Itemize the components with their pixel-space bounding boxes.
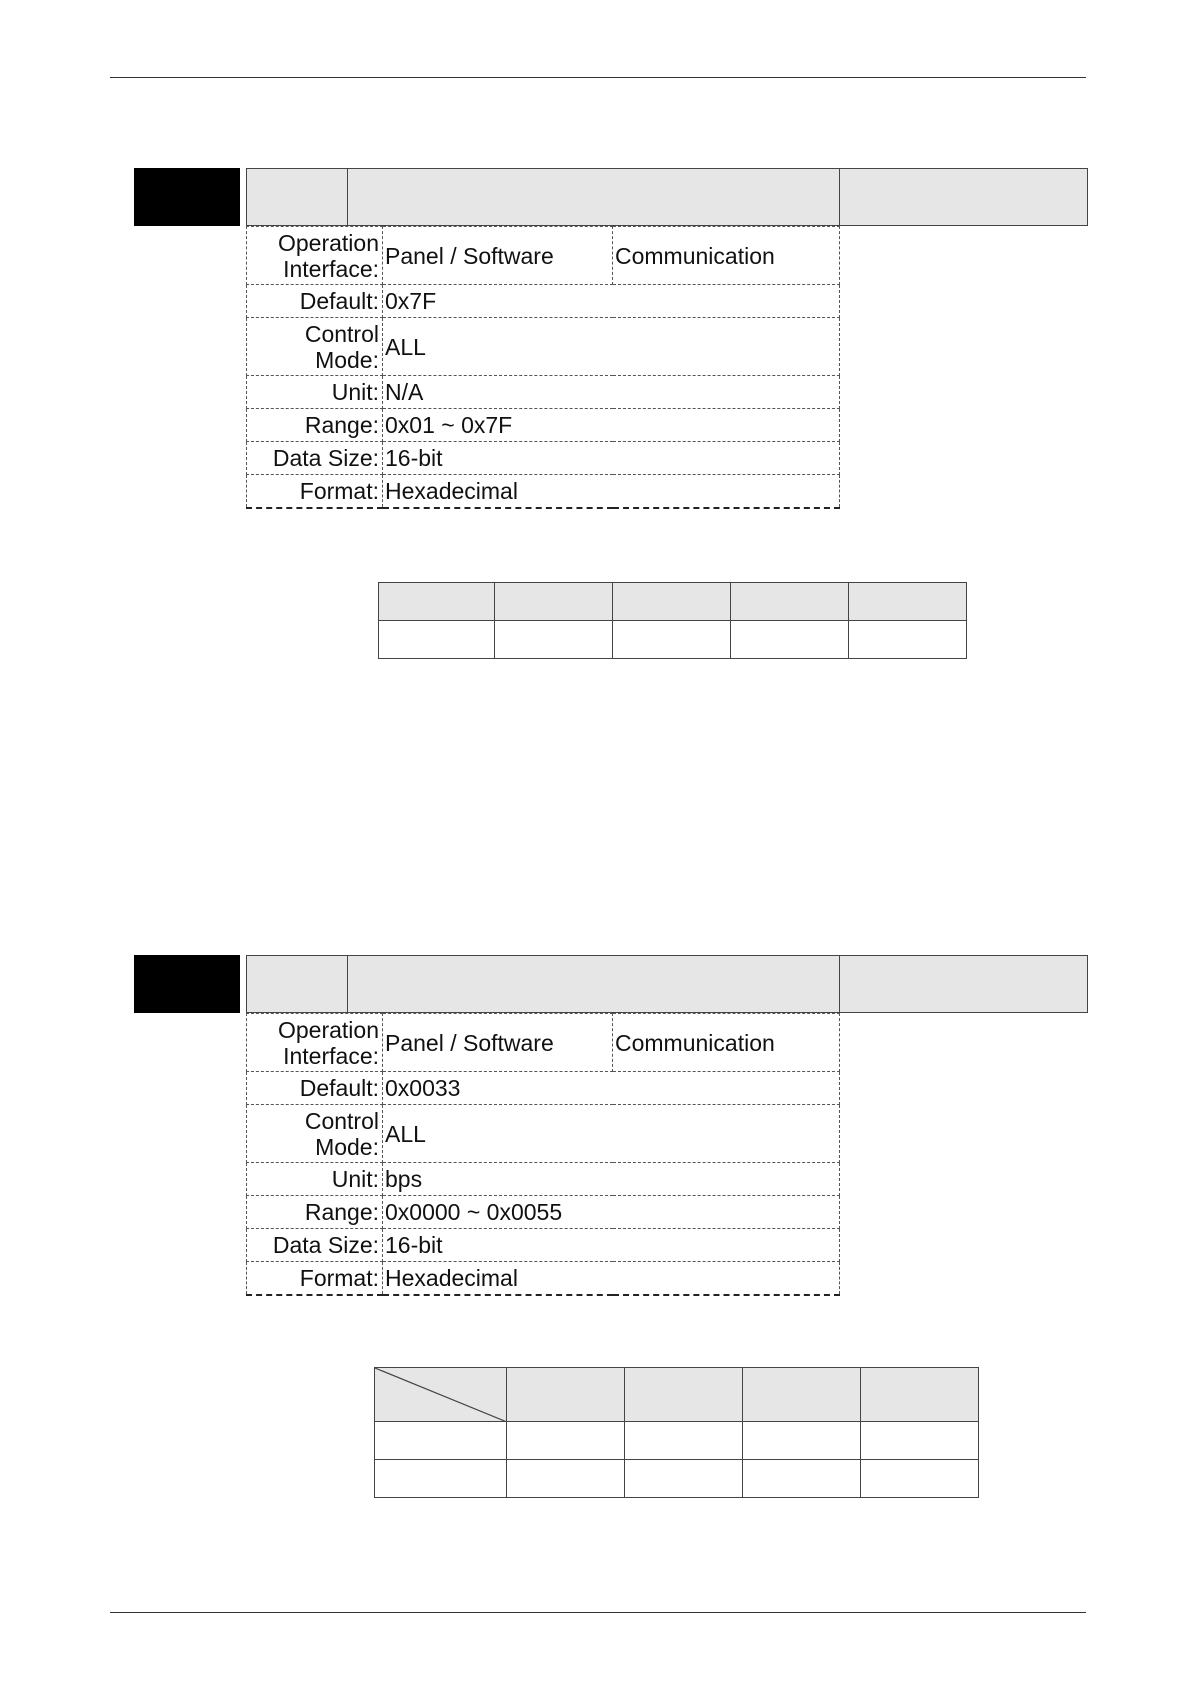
default-value: 0x7F [383,285,840,318]
range-value: 0x01 ~ 0x7F [383,409,840,442]
grid-cell [507,1460,625,1498]
default-label: Default: [247,285,383,318]
grid-cell [625,1422,743,1460]
grid-cell [375,1460,507,1498]
settings-grid-2 [374,1367,979,1498]
parameter-header [246,168,1088,226]
parameter-header [246,955,1088,1013]
range-label: Range: [247,1196,383,1229]
grid-cell [743,1422,861,1460]
panel-software-value: Panel / Software [383,227,613,285]
parameter-attributes-table [246,1013,840,1296]
parameter-name-cell [348,955,840,1013]
grid-header-cell [861,1368,979,1422]
grid-cell [613,621,731,659]
format-value: Hexadecimal [383,475,840,508]
data-size-label: Data Size: [247,442,383,475]
control-mode-label: Control Mode: [247,1105,383,1163]
communication-value: Communication [613,1014,840,1072]
grid-header-cell [625,1368,743,1422]
grid-header-cell [743,1368,861,1422]
data-size-label: Data Size: [247,1229,383,1262]
top-rule [110,77,1086,78]
corner-diagonal-line [375,1368,507,1422]
default-value: 0x0033 [383,1072,840,1105]
grid-corner-cell [375,1368,507,1422]
settings-grid-1 [378,582,967,659]
grid-header-cell [731,583,849,621]
grid-cell [849,621,967,659]
parameter-tab-marker [134,955,240,1013]
control-mode-label: Control Mode: [247,318,383,376]
format-value: Hexadecimal [383,1262,840,1295]
range-label: Range: [247,409,383,442]
parameter-tab-marker [134,168,240,226]
unit-label: Unit: [247,1163,383,1196]
grid-cell [731,621,849,659]
grid-cell [861,1460,979,1498]
grid-header-cell [849,583,967,621]
panel-software-value: Panel / Software [383,1014,613,1072]
grid-cell [495,621,613,659]
parameter-attributes-table [246,226,840,509]
grid-cell [743,1460,861,1498]
parameter-code-cell [246,168,348,226]
grid-header-cell [495,583,613,621]
control-mode-value: ALL [383,1105,840,1163]
data-size-value: 16-bit [383,1229,840,1262]
grid-cell [375,1422,507,1460]
grid-cell [379,621,495,659]
parameter-name-cell [348,168,840,226]
format-label: Format: [247,1262,383,1295]
parameter-address-cell [840,955,1088,1013]
bottom-rule [110,1612,1086,1613]
operation-interface-label: Operation Interface: [247,227,383,285]
grid-header-cell [507,1368,625,1422]
unit-value: N/A [383,376,840,409]
grid-header-cell [379,583,495,621]
parameter-address-cell [840,168,1088,226]
grid-cell [507,1422,625,1460]
communication-value: Communication [613,227,840,285]
data-size-value: 16-bit [383,442,840,475]
grid-header-cell [613,583,731,621]
control-mode-value: ALL [383,318,840,376]
unit-label: Unit: [247,376,383,409]
operation-interface-label: Operation Interface: [247,1014,383,1072]
grid-cell [625,1460,743,1498]
format-label: Format: [247,475,383,508]
default-label: Default: [247,1072,383,1105]
range-value: 0x0000 ~ 0x0055 [383,1196,840,1229]
grid-cell [861,1422,979,1460]
parameter-code-cell [246,955,348,1013]
unit-value: bps [383,1163,840,1196]
